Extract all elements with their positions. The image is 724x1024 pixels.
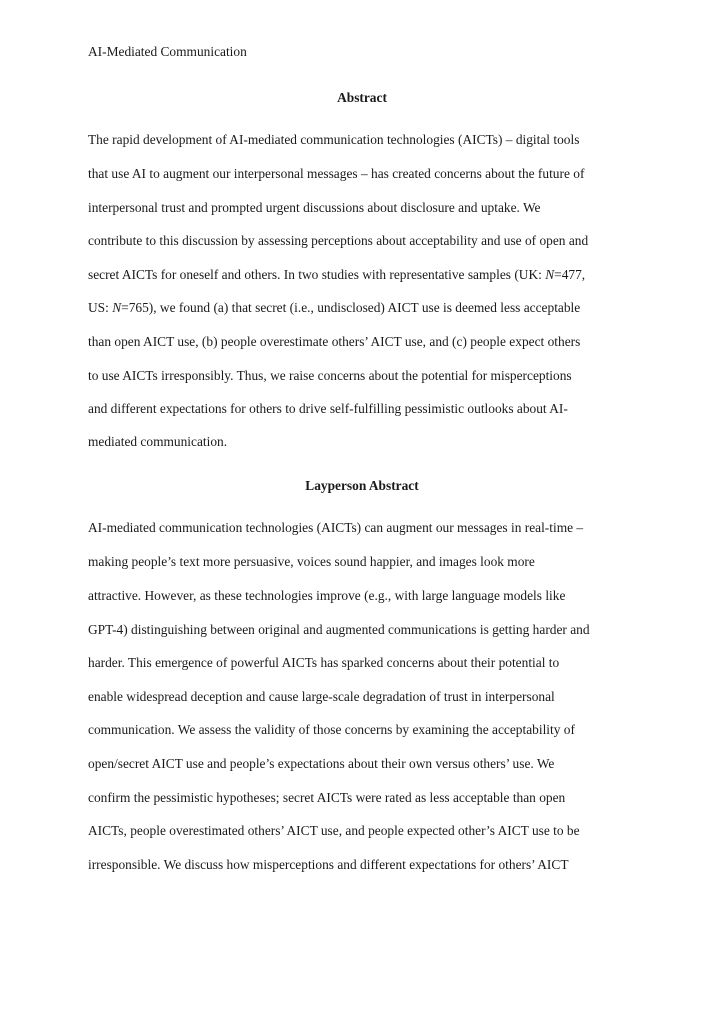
abstract-line: contribute to this discussion by assessing perceptions about acceptability and use of open and xyxy=(88,233,589,248)
abstract-line: interpersonal trust and prompted urgent discussions about disclosure and uptake. We xyxy=(88,200,541,215)
layperson-line: communication. We assess the validity of those concerns by examining the acceptability of xyxy=(88,722,575,737)
layperson-line: enable widespread deception and cause large-scale degradation of trust in interpersonal xyxy=(88,689,555,704)
abstract-line: that use AI to augment our interpersonal messages – has created concerns about the future of xyxy=(88,166,585,181)
layperson-line: attractive. However, as these technologies improve (e.g., with large language models like xyxy=(88,588,566,603)
layperson-line: confirm the pessimistic hypotheses; secret AICTs were rated as less acceptable than open xyxy=(88,790,566,805)
abstract-line: than open AICT use, (b) people overestimate others’ AICT use, and (c) people expect others xyxy=(88,334,581,349)
abstract-line: to use AICTs irresponsibly. Thus, we raise concerns about the potential for misperceptions xyxy=(88,368,572,383)
abstract-line: The rapid development of AI-mediated communication technologies (AICTs) – digital tools xyxy=(88,132,580,147)
layperson-line: harder. This emergence of powerful AICTs has sparked concerns about their potential to xyxy=(88,655,560,670)
abstract-line: US: N=765), we found (a) that secret (i.e., undisclosed) AICT use is deemed less acceptable xyxy=(88,300,581,315)
layperson-line: making people’s text more persuasive, voices sound happier, and images look more xyxy=(88,554,535,569)
layperson-abstract-title: Layperson Abstract xyxy=(305,478,419,493)
abstract-line: and different expectations for others to drive self-fulfilling pessimistic outlooks about AI- xyxy=(88,401,568,416)
layperson-line: GPT-4) distinguishing between original and augmented communications is getting harder and xyxy=(88,622,590,637)
layperson-line: irresponsible. We discuss how misperceptions and different expectations for others’ AICT xyxy=(88,857,569,872)
layperson-line: open/secret AICT use and people’s expectations about their own versus others’ use. We xyxy=(88,756,555,771)
abstract-title: Abstract xyxy=(337,90,387,105)
layperson-line: AICTs, people overestimated others’ AICT use, and people expected other’s AICT use to be xyxy=(88,823,580,838)
abstract-line: secret AICTs for oneself and others. In two studies with representative samples (UK: N=477, xyxy=(88,267,586,282)
abstract-line: mediated communication. xyxy=(88,434,228,449)
layperson-line: AI-mediated communication technologies (AICTs) can augment our messages in real-time – xyxy=(88,520,584,535)
running-head: AI-Mediated Communication xyxy=(88,44,247,59)
